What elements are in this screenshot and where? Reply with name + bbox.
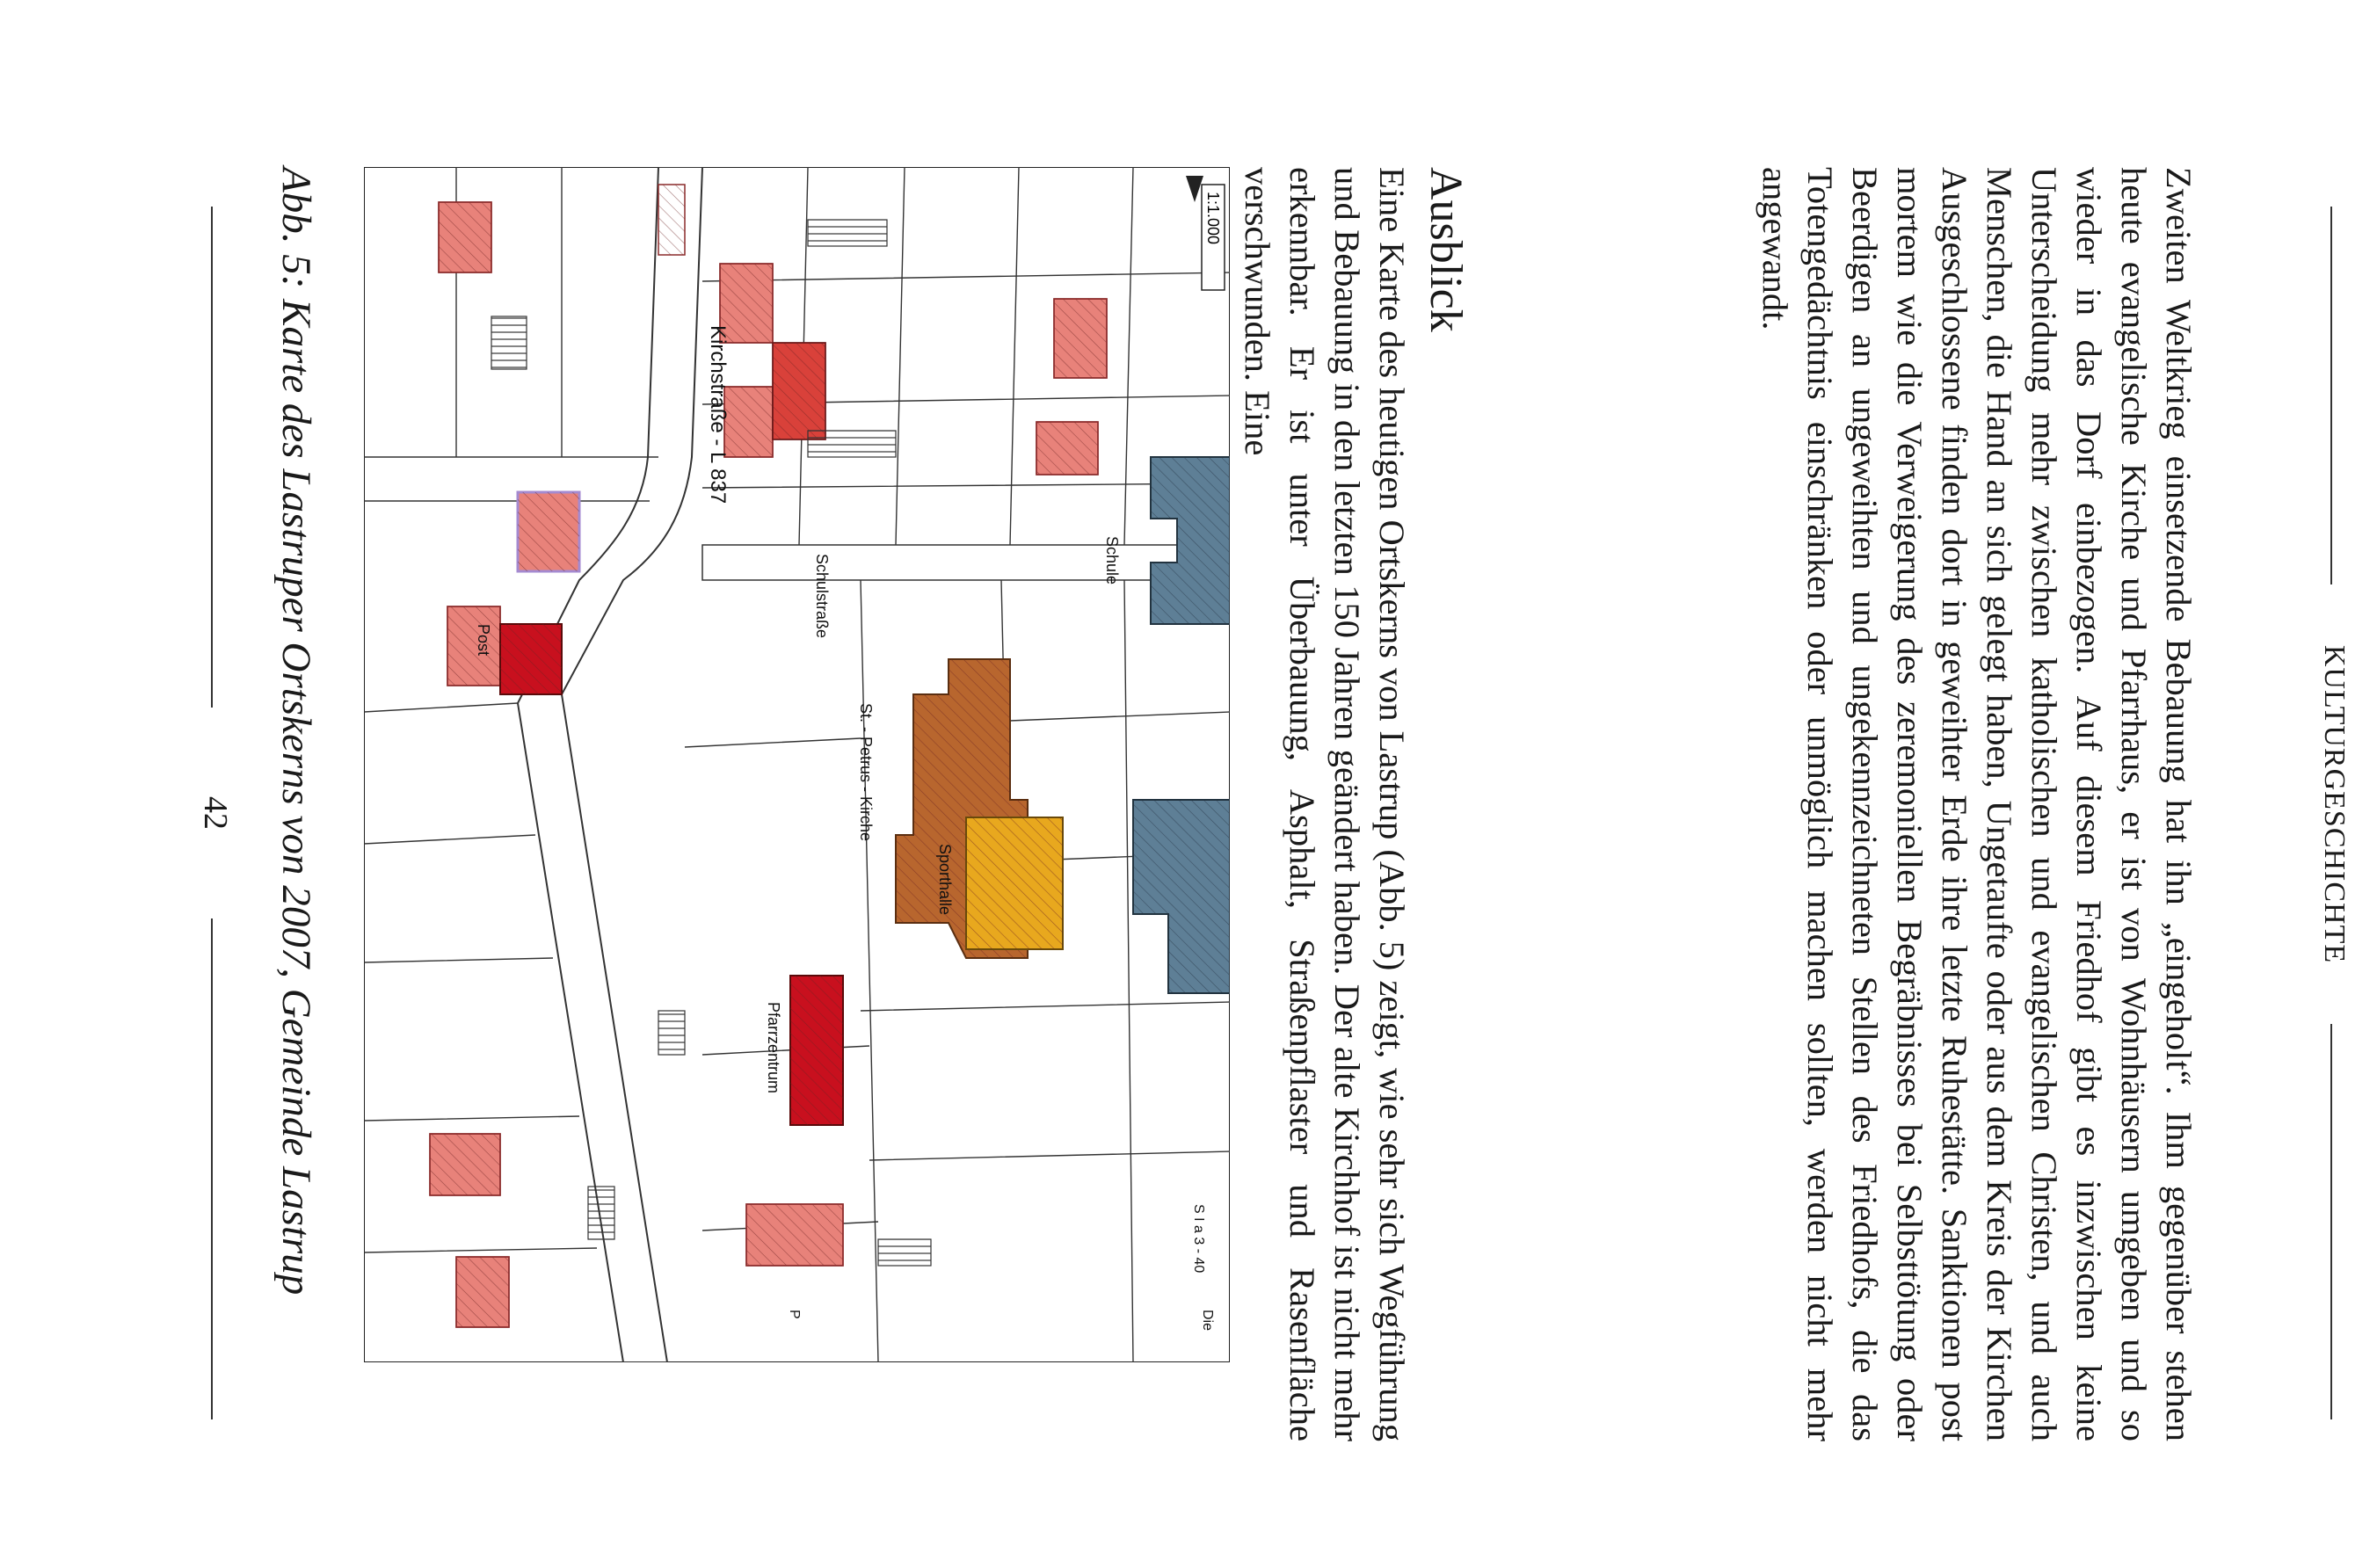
label-school: Schule bbox=[1103, 536, 1121, 585]
label-sports-hall: Sporthalle bbox=[936, 844, 954, 916]
parish-center-hatch bbox=[790, 976, 843, 1125]
residential-highlighted-hatch bbox=[518, 492, 579, 571]
figure-caption: Abb. 5: Karte des Lastruper Ortskerns von 2007, Gemeinde Lastrup bbox=[273, 167, 319, 1296]
page-footer bbox=[185, 207, 237, 1419]
label-die: Die bbox=[1200, 1310, 1215, 1332]
label-post: Post bbox=[475, 624, 492, 657]
header-title: KULTURGESCHICHTE bbox=[2318, 644, 2351, 964]
body-paragraph-2: Eine Karte des heutigen Ortskerns von Lastrup (Abb. 5) zeigt, wie sehr sich Wegführung und Bebauung in den letzten 150 Jahren geändert haben. Der alte Kirchhof ist nicht mehr erkennbar. Er ist unter Überbauung, Asphalt, Straßenpflaster und Rasenfläche verschwunden. Eine bbox=[1238, 167, 1412, 1441]
post-office-hatch bbox=[500, 624, 562, 694]
label-sia: S I a 3 - 40 bbox=[1191, 1204, 1206, 1274]
cadastral-map bbox=[364, 167, 1230, 1362]
body-paragraph-1: Zweiten Weltkrieg einsetzende Bebauung hat ihn „eingeholt“. Ihm gegenüber stehen heute evangelische Kirche und Pfarrhaus, er ist von Wohnhäusern umgeben und so wieder in das Dorf einbezogen. Auf diesem Friedhof gibt es inzwischen keine Unterscheidung mehr zwischen katholischen und evangelischen Christen, und auch Menschen, die Hand an sich gelegt haben, Ungetaufte oder aus dem Kreis der Kirchen Ausgeschlossene finden dort in geweihter Erde ihre letzte Ruhestätte. Sanktionen post mortem wie die Verweigerung des zeremoniellen Begräbnisses bei Selbsttötung oder Beerdigen an ungeweihten und ungekennzeichneten Stellen des Friedhofs, die das Totengedächtnis einschränken oder unmöglich machen sollten, werden nicht mehr angewandt. bbox=[1755, 167, 2199, 1441]
page-number: 42 bbox=[197, 796, 234, 830]
label-schulstrasse: Schulstraße bbox=[813, 554, 831, 639]
scale-box bbox=[1202, 185, 1225, 290]
label-parish-center: Pfarrzentrum bbox=[765, 1002, 782, 1094]
residential-buildings-dark bbox=[773, 343, 825, 439]
running-header bbox=[2305, 207, 2358, 1419]
footer-rule-right bbox=[211, 918, 213, 1419]
sports-hall-hatch bbox=[966, 817, 1063, 949]
label-church: St. - Petrus - Kirche bbox=[857, 703, 875, 842]
label-p: P bbox=[787, 1310, 802, 1319]
header-rule-left bbox=[2330, 207, 2332, 584]
footer-rule-left bbox=[211, 207, 213, 708]
scale-text: 1:1.000 bbox=[1204, 192, 1222, 245]
label-kirchstrasse: Kirchstraße - L 837 bbox=[706, 325, 730, 505]
section-heading: Ausblick bbox=[1421, 167, 1471, 332]
header-rule-right bbox=[2330, 1024, 2332, 1419]
